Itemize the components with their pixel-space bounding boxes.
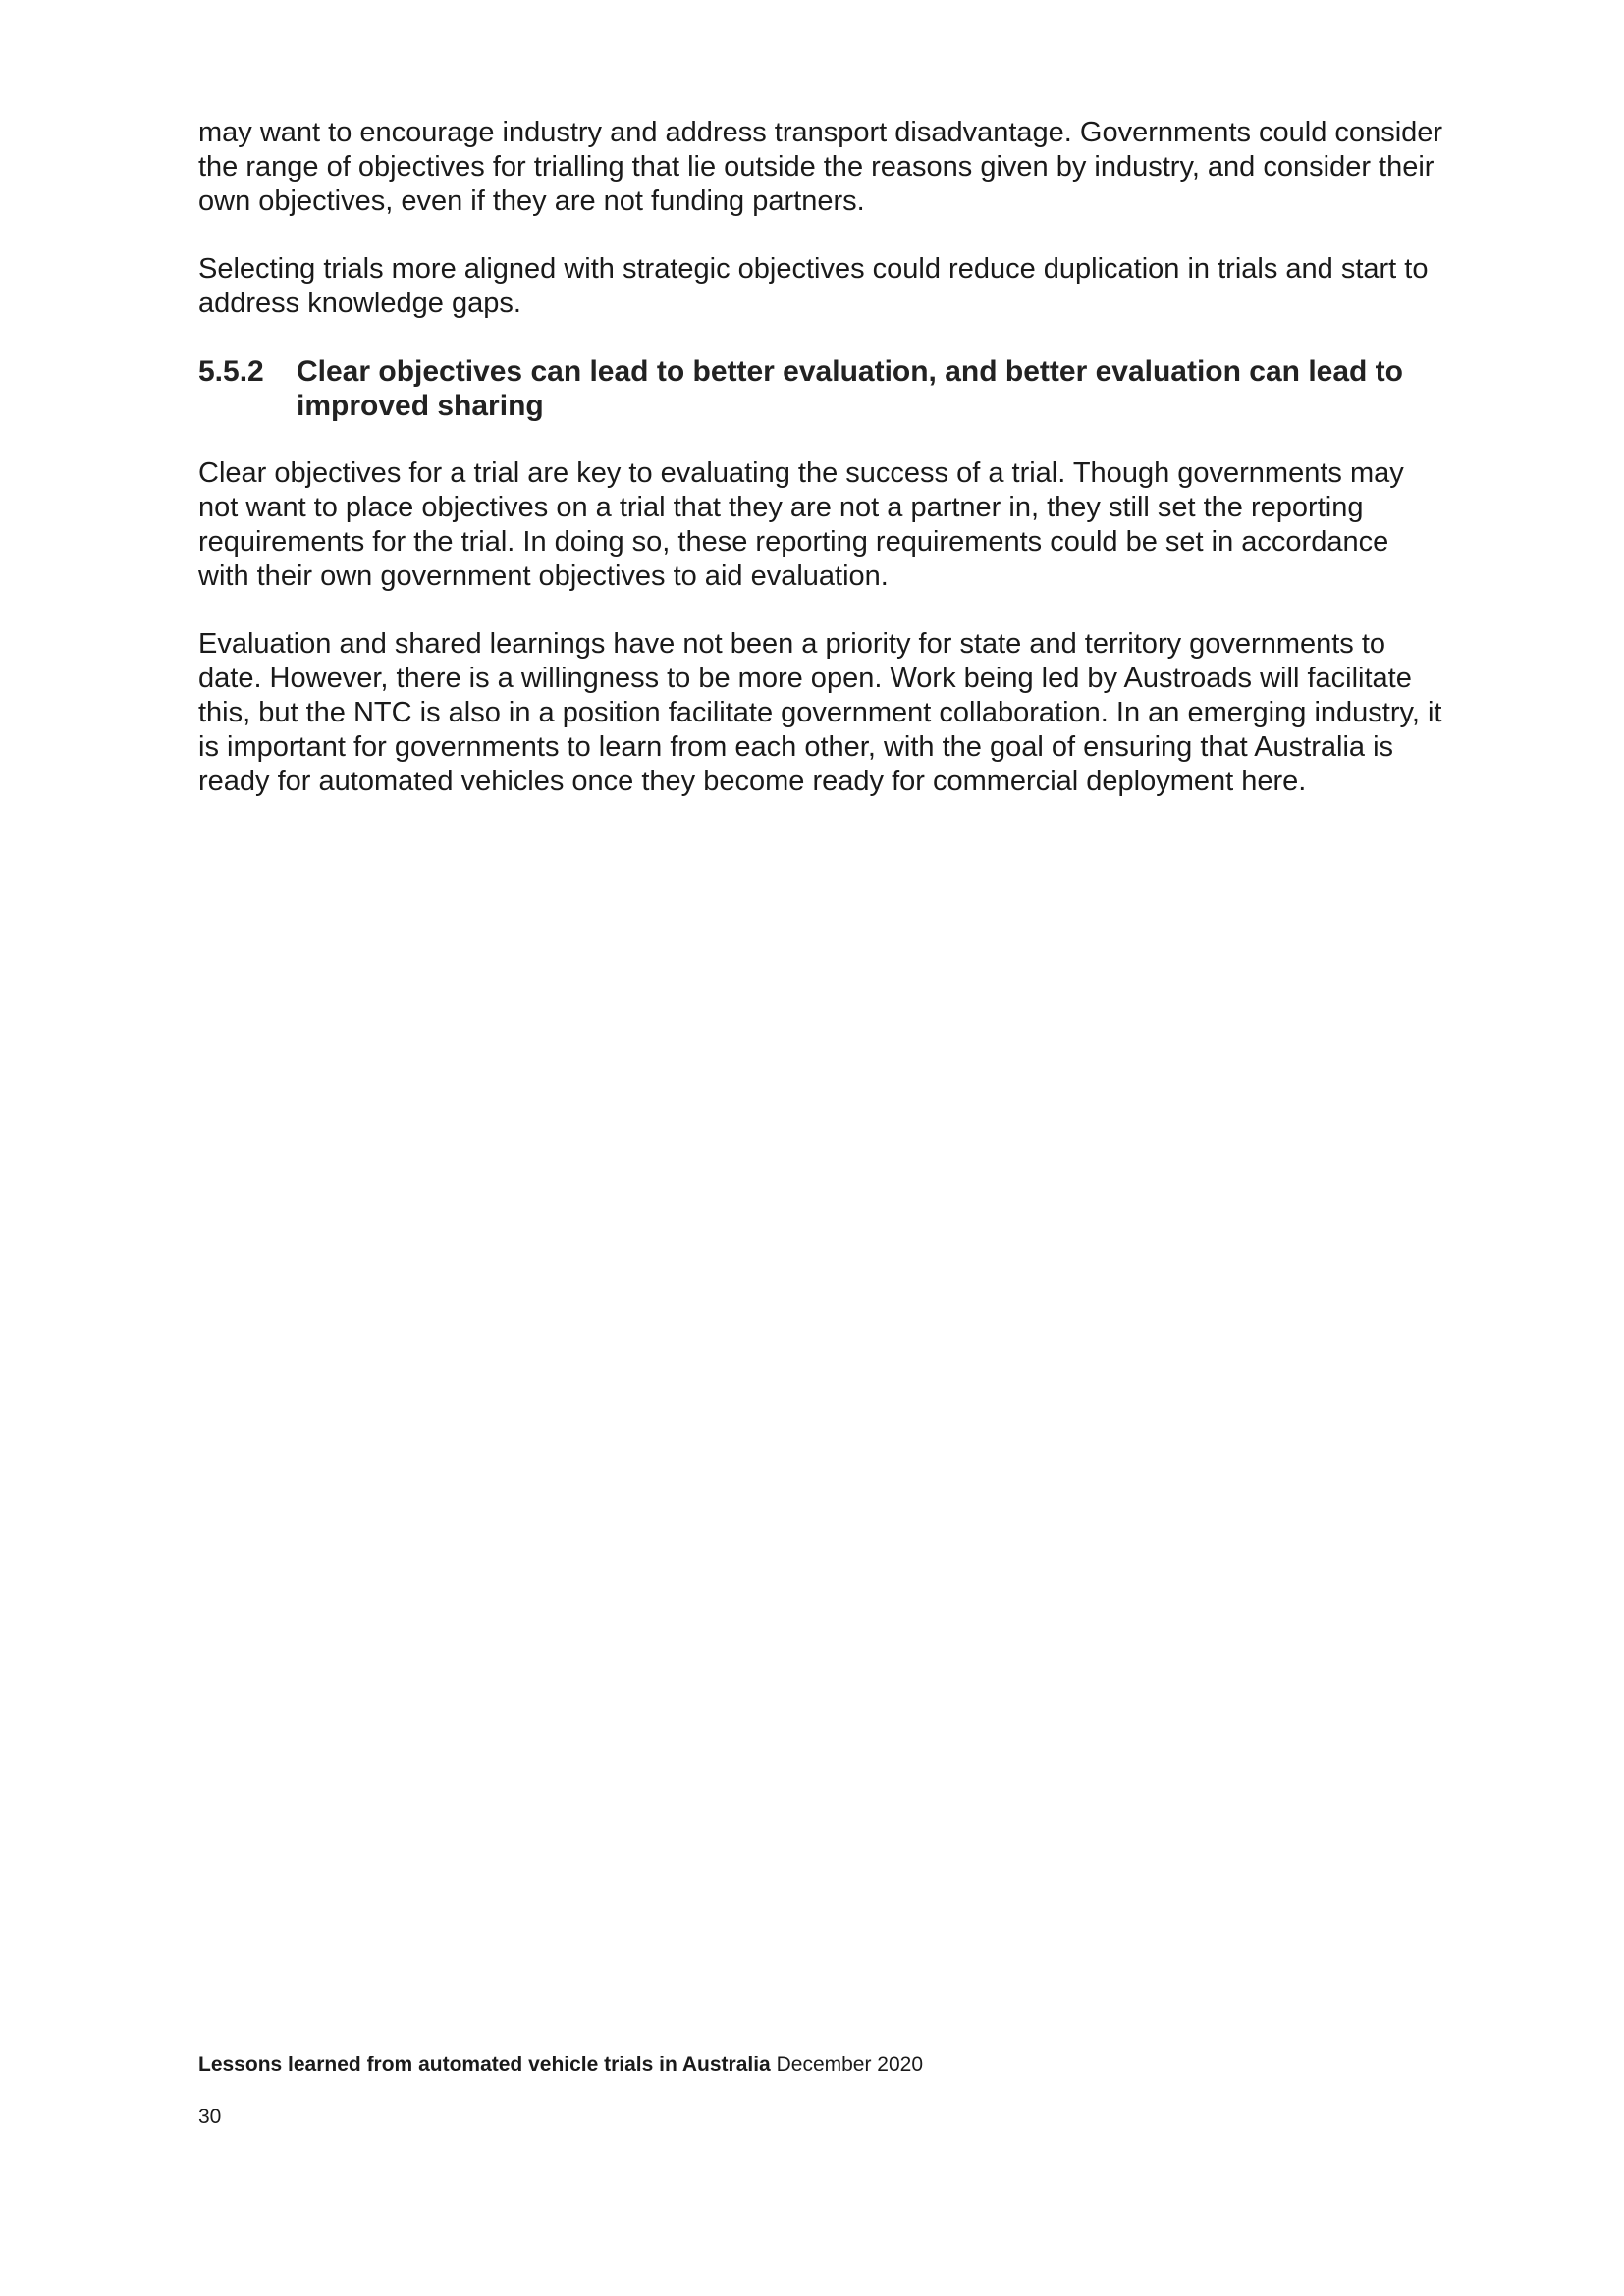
body-paragraph: Evaluation and shared learnings have not been a priority for state and territory governments to date. However, there is a willingness to be more open. Work being led by Austroads will facilitate this, but the NTC is also in a position facilitate government collaboration. In an emerging industry, it is important for governments to learn from each other, with the goal of ensuring that Australia is ready for automated vehicles once they become ready for commercial deployment here. (198, 628, 1442, 797)
footer-document-title: Lessons learned from automated vehicle trials in Australia (198, 2054, 771, 2076)
section-heading (198, 354, 1445, 423)
body-paragraph: Selecting trials more aligned with strategic objectives could reduce duplication in trials and start to address knowledge gaps. (198, 253, 1429, 319)
section-title: Clear objectives can lead to better evaluation, and better evaluation can lead to improved sharing (297, 355, 1403, 422)
footer-date: December 2020 (776, 2054, 924, 2076)
body-paragraph: may want to encourage industry and address transport disadvantage. Governments could consider the range of objectives for trialling that lie outside the reasons given by industry, and consider their own objectives, even if they are not funding partners. (198, 117, 1443, 217)
page-footer (198, 2052, 1445, 2079)
section-number: 5.5.2 (198, 355, 264, 388)
page-number: 30 (198, 2106, 222, 2128)
body-paragraph: Clear objectives for a trial are key to evaluating the success of a trial. Though governments may not want to place objectives on a trial that they are not a partner in, they still set the reporting requirements for the trial. In doing so, these reporting requirements could be set in accordance with their own government objectives to aid evaluation. (198, 457, 1404, 592)
page-body (198, 116, 1445, 832)
